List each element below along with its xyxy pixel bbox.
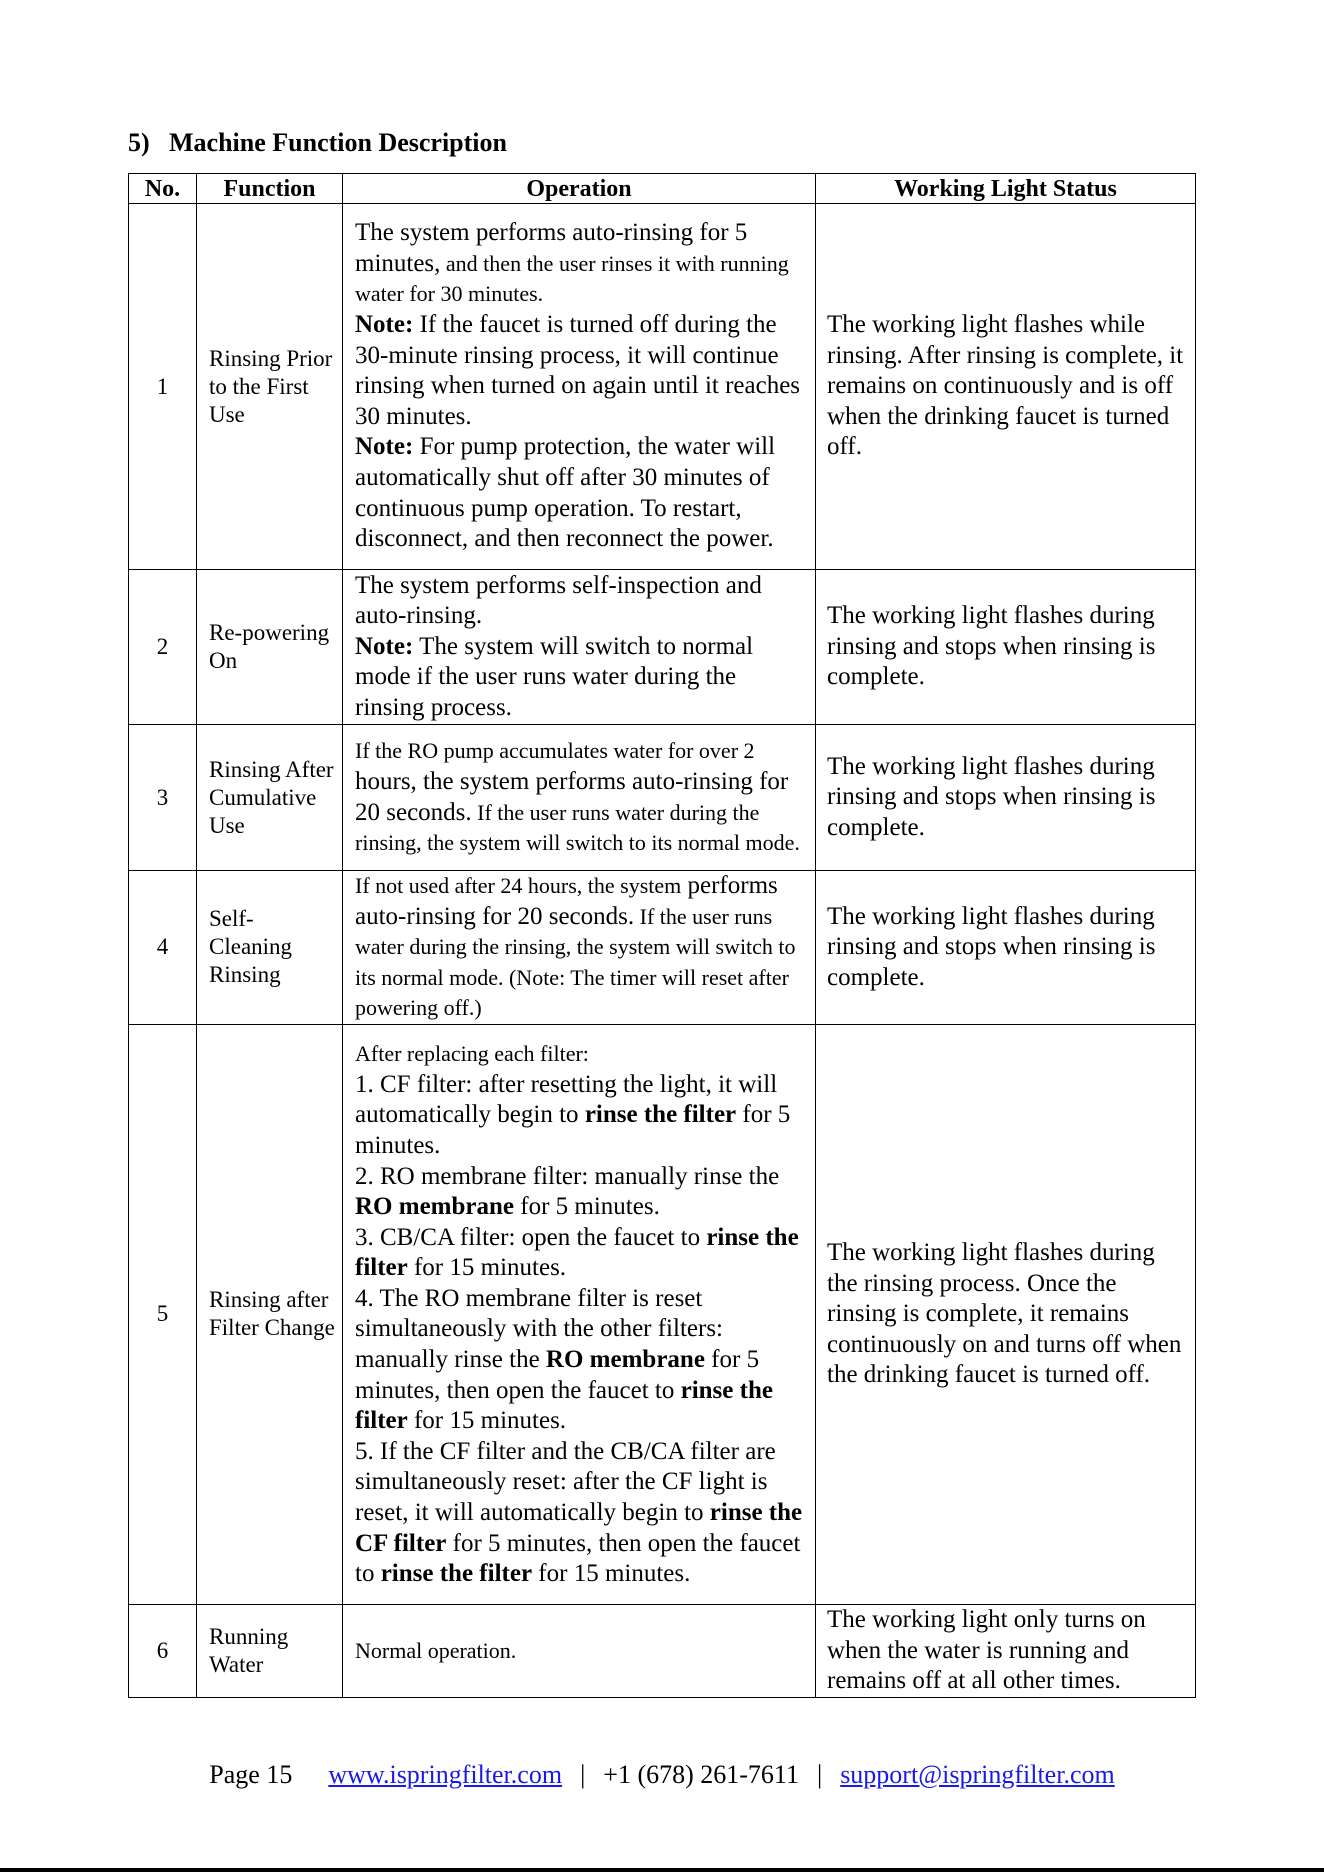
operation-step [355, 1070, 805, 1162]
status-cell: The working light only turns on when the water is running and remains off at all other times. [816, 1604, 1196, 1697]
note-label: Note: [355, 632, 414, 660]
section-number: 5) [128, 128, 150, 157]
operation-text: for 5 minutes, then open the faucet to [355, 1346, 760, 1404]
table-row [129, 570, 1196, 725]
function-table [128, 173, 1196, 1698]
operation-text: for 15 minutes. [532, 1560, 691, 1588]
emphasis-text: RO membrane [545, 1346, 705, 1374]
operation-text: The system will switch to normal mode if the user runs water during the rinsing process. [355, 632, 754, 721]
row-number: 2 [129, 570, 197, 725]
status-cell: The working light flashes during rinsing and stops when rinsing is complete. [816, 871, 1196, 1025]
status-cell: The working light flashes while rinsing. After rinsing is complete, it remains on continuously and is off when the drinking faucet is turned off. [816, 204, 1196, 570]
phone-number: +1 (678) 261-7611 [603, 1760, 799, 1789]
header-status: Working Light Status [816, 174, 1196, 204]
page-footer [0, 1760, 1324, 1790]
table-row [129, 871, 1196, 1025]
operation-step [355, 1223, 805, 1284]
operation-text: Normal operation. [355, 1637, 517, 1663]
operation-text: 2. RO membrane filter: manually rinse the [355, 1162, 780, 1190]
operation-text: hours, the system performs auto-rinsing for 20 seconds. [355, 767, 789, 826]
function-cell: Running Water [197, 1604, 343, 1697]
operation-text: for 5 minutes. [514, 1193, 660, 1221]
operation-text: If the RO pump accumulates water for over 2 [355, 738, 755, 764]
operation-step [355, 1162, 805, 1223]
operation-text: for 15 minutes. [407, 1254, 567, 1282]
operation-cell [343, 570, 816, 725]
section-heading [128, 128, 507, 158]
status-cell: The working light flashes during rinsing and stops when rinsing is complete. [816, 570, 1196, 725]
email-link[interactable]: support@ispringfilter.com [840, 1760, 1115, 1789]
table-header-row [129, 174, 1196, 204]
operation-step [355, 1039, 805, 1070]
status-cell: The working light flashes during rinsing and stops when rinsing is complete. [816, 725, 1196, 871]
operation-text: for 5 minutes, then open the faucet to [355, 1529, 801, 1588]
operation-text: 4. The RO membrane filter is reset simultaneously with the other filters: manually rinse the [355, 1284, 723, 1374]
operation-step [355, 1284, 805, 1437]
function-cell: Rinsing After Cumulative Use [197, 725, 343, 871]
emphasis-text: rinse the CF filter [355, 1499, 803, 1557]
operation-cell [343, 1604, 816, 1697]
status-cell: The working light flashes during the rinsing process. Once the rinsing is complete, it remains continuously on and turns off when the drinking faucet is turned off. [816, 1024, 1196, 1604]
footer-separator: | [816, 1760, 823, 1789]
operation-text: for 5 minutes. [355, 1101, 791, 1159]
operation-text: If the faucet is turned off during the 30-minute rinsing process, it will continue rinsing when turned on again until it reaches 30 minutes. [355, 311, 801, 430]
emphasis-text: rinse the filter [355, 1223, 799, 1282]
table-row [129, 1604, 1196, 1697]
emphasis-text: rinse the filter [584, 1101, 737, 1129]
operation-text: for 15 minutes. [407, 1407, 567, 1435]
operation-step [355, 1437, 805, 1590]
operation-text: and then the user rinses it with running water for 30 minutes. [355, 250, 789, 307]
emphasis-text: rinse the filter [355, 1376, 773, 1435]
operation-text: 3. CB/CA filter: open the faucet to [355, 1223, 707, 1251]
operation-text: The system performs self-inspection and auto-rinsing. [355, 571, 762, 630]
footer-separator: | [580, 1760, 586, 1789]
emphasis-text: RO membrane [355, 1193, 514, 1221]
operation-cell [343, 204, 816, 570]
function-cell: Rinsing Prior to the First Use [197, 204, 343, 570]
note-label: Note: [355, 311, 414, 339]
operation-cell [343, 725, 816, 871]
website-link[interactable]: www.ispringfilter.com [328, 1760, 563, 1789]
operation-cell [343, 871, 816, 1025]
header-function: Function [197, 174, 343, 204]
page-number: Page 15 [209, 1760, 293, 1789]
note-label: Note: [355, 433, 414, 461]
operation-text: performs auto-rinsing for 20 seconds. [355, 872, 778, 930]
row-number: 4 [129, 871, 197, 1025]
operation-text: For pump protection, the water will automatically shut off after 30 minutes of continuous pump operation. To restart, disconnect, and then reconnect the power. [355, 433, 776, 553]
operation-text: If the user runs water during the rinsing, the system will switch to its normal mode. [355, 799, 800, 856]
operation-text: The system performs auto-rinsing for 5 minutes, [355, 219, 748, 277]
function-cell: Re-powering On [197, 570, 343, 725]
function-cell: Self-Cleaning Rinsing [197, 871, 343, 1025]
emphasis-text: rinse the filter [380, 1560, 533, 1588]
section-title: Machine Function Description [169, 128, 507, 157]
row-number: 5 [129, 1024, 197, 1604]
operation-text: 1. CF filter: after resetting the light, it will automatically begin to [355, 1070, 778, 1129]
function-cell: Rinsing after Filter Change [197, 1024, 343, 1604]
bottom-rule [0, 1868, 1324, 1872]
operation-text: 5. If the CF filter and the CB/CA filter are simultaneously reset: after the CF light is reset, it will automatically begin to [355, 1437, 776, 1527]
header-no: No. [129, 174, 197, 204]
row-number: 1 [129, 204, 197, 570]
operation-text: If the user runs water during the rinsing, the system will switch to its normal mode. (Note: The timer will reset after powering off.) [355, 903, 796, 1021]
operation-text: If not used after 24 hours, the system [355, 873, 682, 898]
row-number: 3 [129, 725, 197, 871]
table-row [129, 725, 1196, 871]
operation-cell [343, 1024, 816, 1604]
header-operation: Operation [343, 174, 816, 204]
table-row [129, 1024, 1196, 1604]
operation-text: After replacing each filter: [355, 1041, 589, 1067]
row-number: 6 [129, 1604, 197, 1697]
table-row [129, 204, 1196, 570]
